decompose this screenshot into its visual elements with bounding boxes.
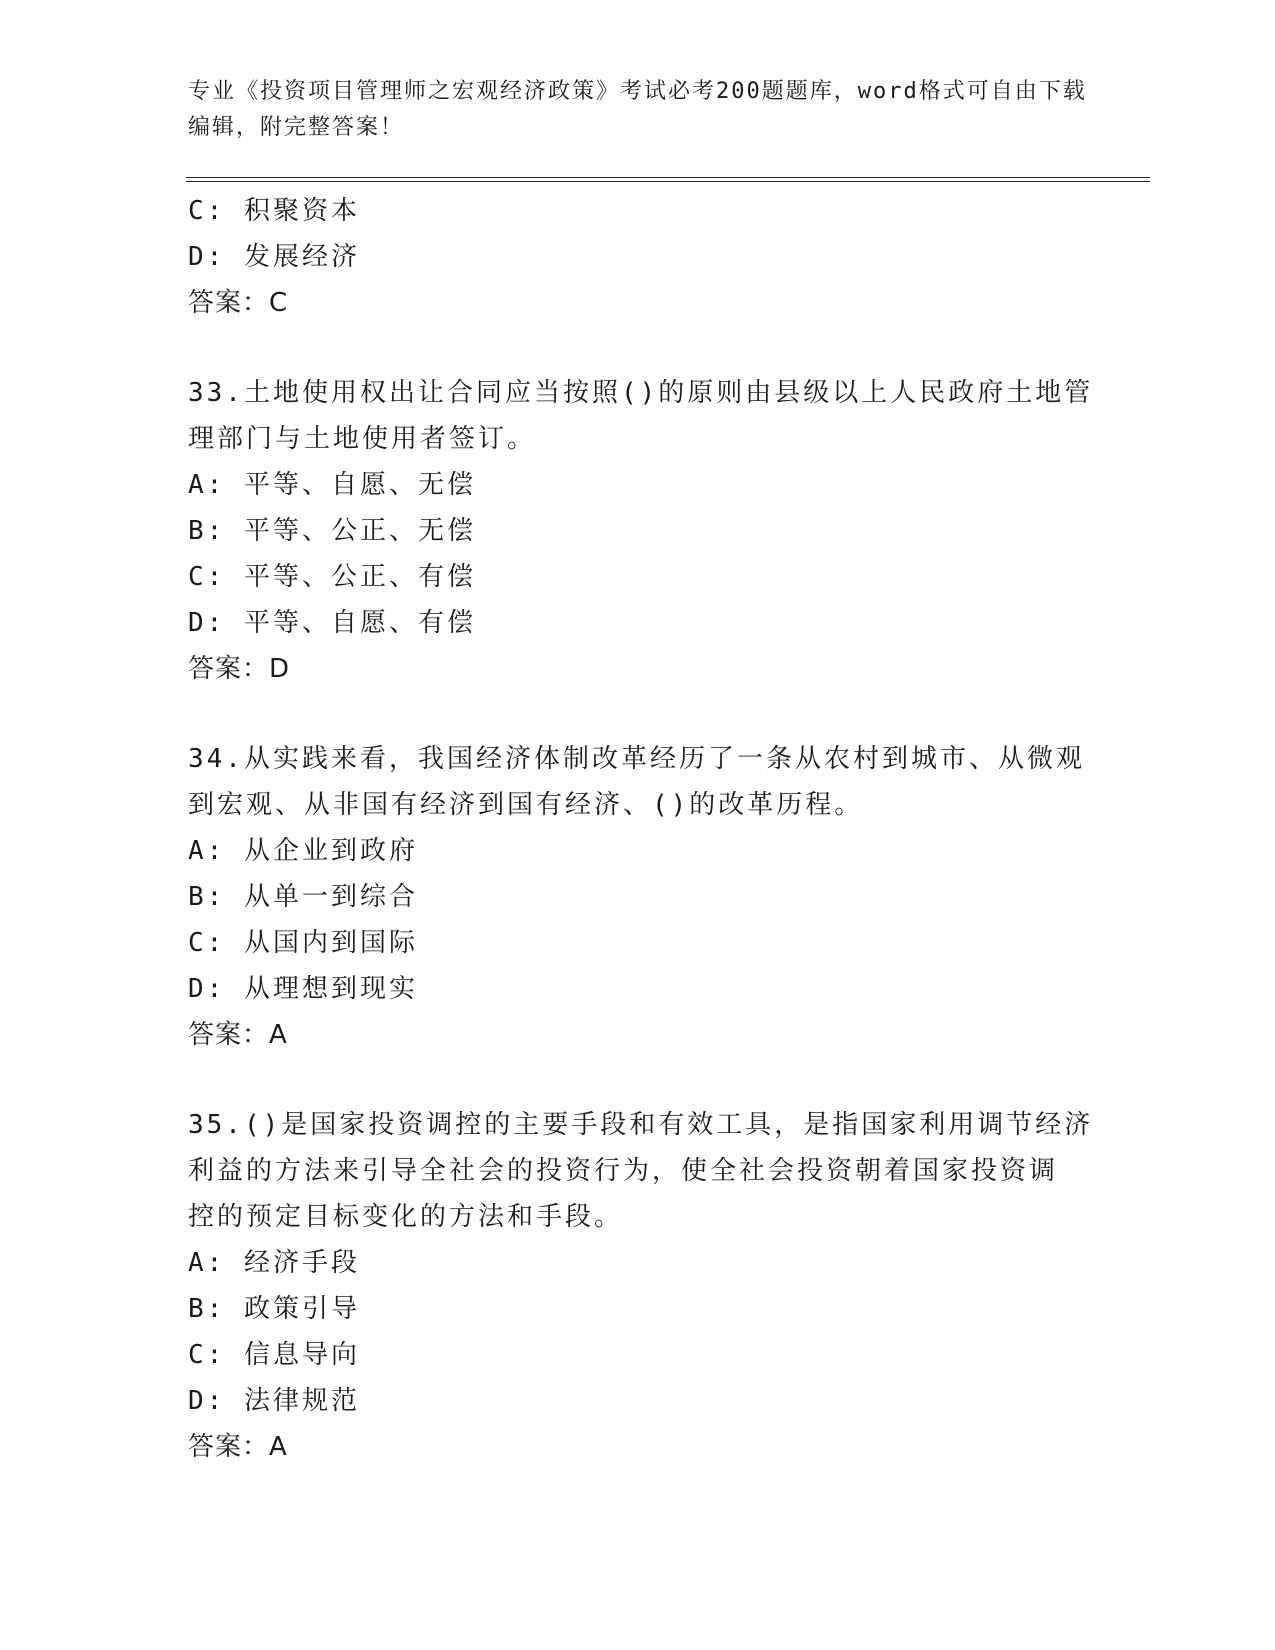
question-stem-line: 到宏观、从非国有经济到国有经济、()的改革历程。 (188, 790, 864, 820)
option-key: C (188, 1340, 207, 1370)
option-key: D (188, 1386, 207, 1416)
option-item (188, 1286, 1088, 1332)
question-34 (188, 736, 1088, 1058)
option-text: 政策引导 (243, 1294, 360, 1324)
option-text: 从单一到综合 (243, 882, 418, 912)
option-text: 平等、公正、无偿 (243, 516, 476, 546)
option-text: 平等、自愿、有偿 (243, 608, 476, 638)
answer-value: C (269, 288, 289, 318)
option-key: D (188, 608, 207, 638)
option-item (188, 874, 1088, 920)
option-separator: : (206, 974, 244, 1004)
question-33 (188, 370, 1094, 692)
answer-value: A (269, 1020, 288, 1050)
question-35 (188, 1102, 1094, 1470)
answer-label: 答案： (188, 288, 270, 318)
answer-line (188, 280, 1088, 326)
option-separator: : (206, 608, 244, 638)
option-separator: : (206, 928, 244, 958)
document-body (188, 188, 1094, 1470)
option-text: 平等、公正、有偿 (243, 562, 476, 592)
option-item (188, 1240, 1088, 1286)
option-separator: : (206, 196, 244, 226)
header-divider (186, 177, 1150, 182)
option-item (188, 920, 1088, 966)
option-item (188, 1378, 1088, 1424)
option-text: 发展经济 (243, 242, 360, 272)
option-item (188, 1332, 1088, 1378)
option-item (188, 600, 1088, 646)
option-key: A (188, 1248, 207, 1278)
option-text: 积聚资本 (243, 196, 360, 226)
answer-value: A (269, 1432, 288, 1462)
answer-line (188, 1012, 1088, 1058)
option-text: 从企业到政府 (243, 836, 418, 866)
option-key: D (188, 974, 207, 1004)
option-separator: : (206, 1386, 244, 1416)
option-text: 从理想到现实 (243, 974, 418, 1004)
question-stem-line: 33.土地使用权出让合同应当按照()的原则由县级以上人民政府土地管 (188, 378, 1094, 408)
option-key: D (188, 242, 207, 272)
option-separator: : (206, 242, 244, 272)
option-separator: : (206, 516, 244, 546)
option-text: 信息导向 (243, 1340, 360, 1370)
option-separator: : (206, 562, 244, 592)
option-separator: : (206, 1248, 244, 1278)
option-separator: : (206, 470, 244, 500)
option-separator: : (206, 836, 244, 866)
option-item (188, 234, 1088, 280)
question-stem-line: 34.从实践来看，我国经济体制改革经历了一条从农村到城市、从微观 (188, 744, 1085, 774)
option-item (188, 462, 1088, 508)
page-header: 专业《投资项目管理师之宏观经济政策》考试必考200题题库，word格式可自由下载编辑，附完整答案！ (188, 79, 1087, 140)
answer-label: 答案： (188, 654, 270, 684)
question-stem-line: 控的预定目标变化的方法和手段。 (188, 1202, 624, 1232)
option-item (188, 188, 1088, 234)
answer-label: 答案： (188, 1432, 270, 1462)
option-item (188, 828, 1088, 874)
question-stem-line: 利益的方法来引导全社会的投资行为，使全社会投资朝着国家投资调 (188, 1156, 1059, 1186)
option-key: B (188, 1294, 207, 1324)
carryover-block (188, 188, 1088, 326)
answer-label: 答案： (188, 1020, 270, 1050)
option-text: 经济手段 (243, 1248, 360, 1278)
option-item (188, 508, 1088, 554)
option-key: C (188, 562, 207, 592)
option-text: 平等、自愿、无偿 (243, 470, 476, 500)
option-separator: : (206, 882, 244, 912)
option-key: B (188, 882, 207, 912)
option-key: B (188, 516, 207, 546)
answer-line (188, 646, 1088, 692)
option-key: A (188, 470, 207, 500)
option-text: 法律规范 (243, 1386, 360, 1416)
question-stem-line: 理部门与土地使用者签订。 (188, 424, 537, 454)
question-stem-line: 35.()是国家投资调控的主要手段和有效工具，是指国家利用调节经济 (188, 1110, 1094, 1140)
option-key: C (188, 196, 207, 226)
option-item (188, 554, 1088, 600)
option-item (188, 966, 1088, 1012)
option-separator: : (206, 1294, 244, 1324)
option-key: A (188, 836, 207, 866)
answer-value: D (269, 654, 291, 684)
option-separator: : (206, 1340, 244, 1370)
option-text: 从国内到国际 (243, 928, 418, 958)
answer-line (188, 1424, 1088, 1470)
option-key: C (188, 928, 207, 958)
